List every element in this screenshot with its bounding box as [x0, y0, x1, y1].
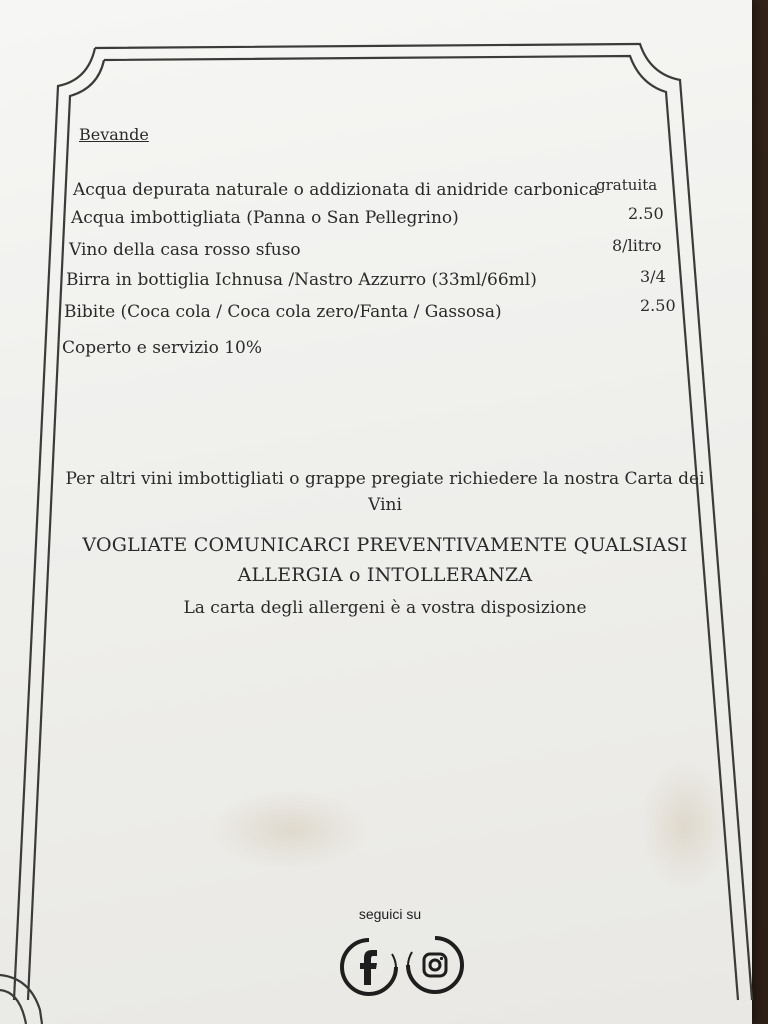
- item-name: Acqua imbottigliata (Panna o San Pellegrino): [71, 208, 459, 228]
- allergy-notice: [60, 530, 710, 590]
- social-label: seguici su: [358, 906, 422, 922]
- allergy-notice-line: VOGLIATE COMUNICARCI PREVENTIVAMENTE QUALSIASI: [82, 534, 688, 556]
- item-name: Birra in bottiglia Ichnusa /Nastro Azzurro (33ml/66ml): [66, 270, 537, 290]
- item-price: 3/4: [640, 267, 666, 286]
- menu-item: [0, 267, 768, 294]
- item-price: 8/litro: [612, 236, 662, 255]
- item-name: Acqua depurata naturale o addizionata di anidride carbonica: [73, 180, 599, 200]
- menu-item: [0, 296, 768, 326]
- paper-stain: [640, 760, 730, 890]
- menu-item: [0, 236, 768, 264]
- wine-list-note: Per altri vini imbottigliati o grappe pregiate richiedere la nostra Carta dei Vini: [65, 469, 705, 515]
- item-name: Vino della casa rosso sfuso: [69, 240, 301, 260]
- item-price: gratuita: [596, 176, 658, 194]
- menu-item: [0, 204, 768, 232]
- cover-charge: Coperto e servizio 10%: [62, 338, 263, 358]
- item-name: Bibite (Coca cola / Coca cola zero/Fanta / Gassosa): [64, 302, 502, 322]
- paper-stain: [210, 790, 370, 870]
- facebook-icon[interactable]: [338, 936, 400, 998]
- item-price: 2.50: [628, 204, 664, 223]
- item-price: 2.50: [640, 296, 676, 315]
- menu-item: [0, 176, 768, 204]
- section-title: Bevande: [79, 125, 149, 144]
- instagram-icon[interactable]: [404, 934, 466, 996]
- allergens-card-note: La carta degli allergeni è a vostra disposizione: [183, 598, 587, 618]
- allergy-notice-line: ALLERGIA o INTOLLERANZA: [237, 564, 533, 586]
